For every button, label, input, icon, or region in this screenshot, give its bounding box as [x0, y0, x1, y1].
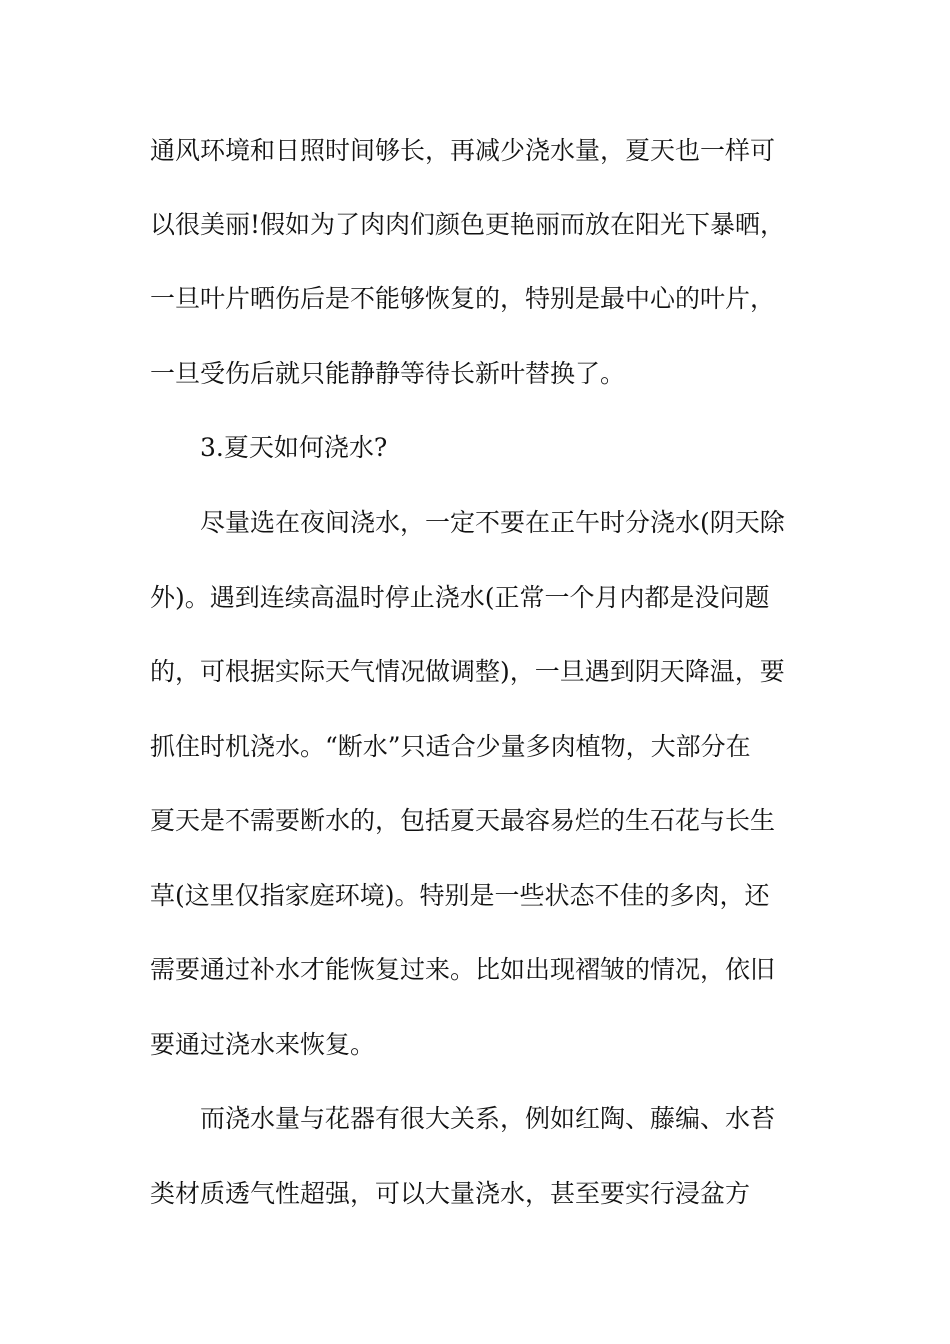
paragraph-line: 一旦受伤后就只能静静等待长新叶替换了。 [150, 359, 626, 388]
paragraph-line: 一旦叶片晒伤后是不能够恢复的，特别是最中心的叶片， [150, 284, 776, 313]
paragraph-line: 要通过浇水来恢复。 [150, 1030, 376, 1059]
paragraph-line: 草(这里仅指家庭环境)。特别是一些状态不佳的多肉，还 [150, 881, 770, 910]
paragraph-line: 外)。遇到连续高温时停止浇水(正常一个月内都是没问题 [150, 583, 770, 612]
paragraph-line: 的，可根据实际天气情况做调整)，一旦遇到阴天降温，要 [150, 657, 785, 686]
paragraph-line: 通风环境和日照时间够长，再减少浇水量，夏天也一样可 [150, 136, 776, 165]
paragraph-line: 需要通过补水才能恢复过来。比如出现褶皱的情况，依旧 [150, 955, 776, 984]
paragraph-line: 抓住时机浇水。“断水”只适合少量多肉植物，大部分在 [150, 732, 751, 761]
paragraph-line: 以很美丽!假如为了肉肉们颜色更艳丽而放在阳光下暴晒， [150, 210, 786, 239]
paragraph-line: 夏天是不需要断水的，包括夏天最容易烂的生石花与长生 [150, 806, 776, 835]
paragraph-line: 尽量选在夜间浇水，一定不要在正午时分浇水(阴天除 [200, 508, 785, 537]
paragraph-line: 类材质透气性超强，可以大量浇水，甚至要实行浸盆方 [150, 1179, 751, 1208]
section-heading: 3.夏天如何浇水? [200, 433, 388, 462]
paragraph-line: 而浇水量与花器有很大关系，例如红陶、藤编、水苔 [200, 1104, 776, 1133]
